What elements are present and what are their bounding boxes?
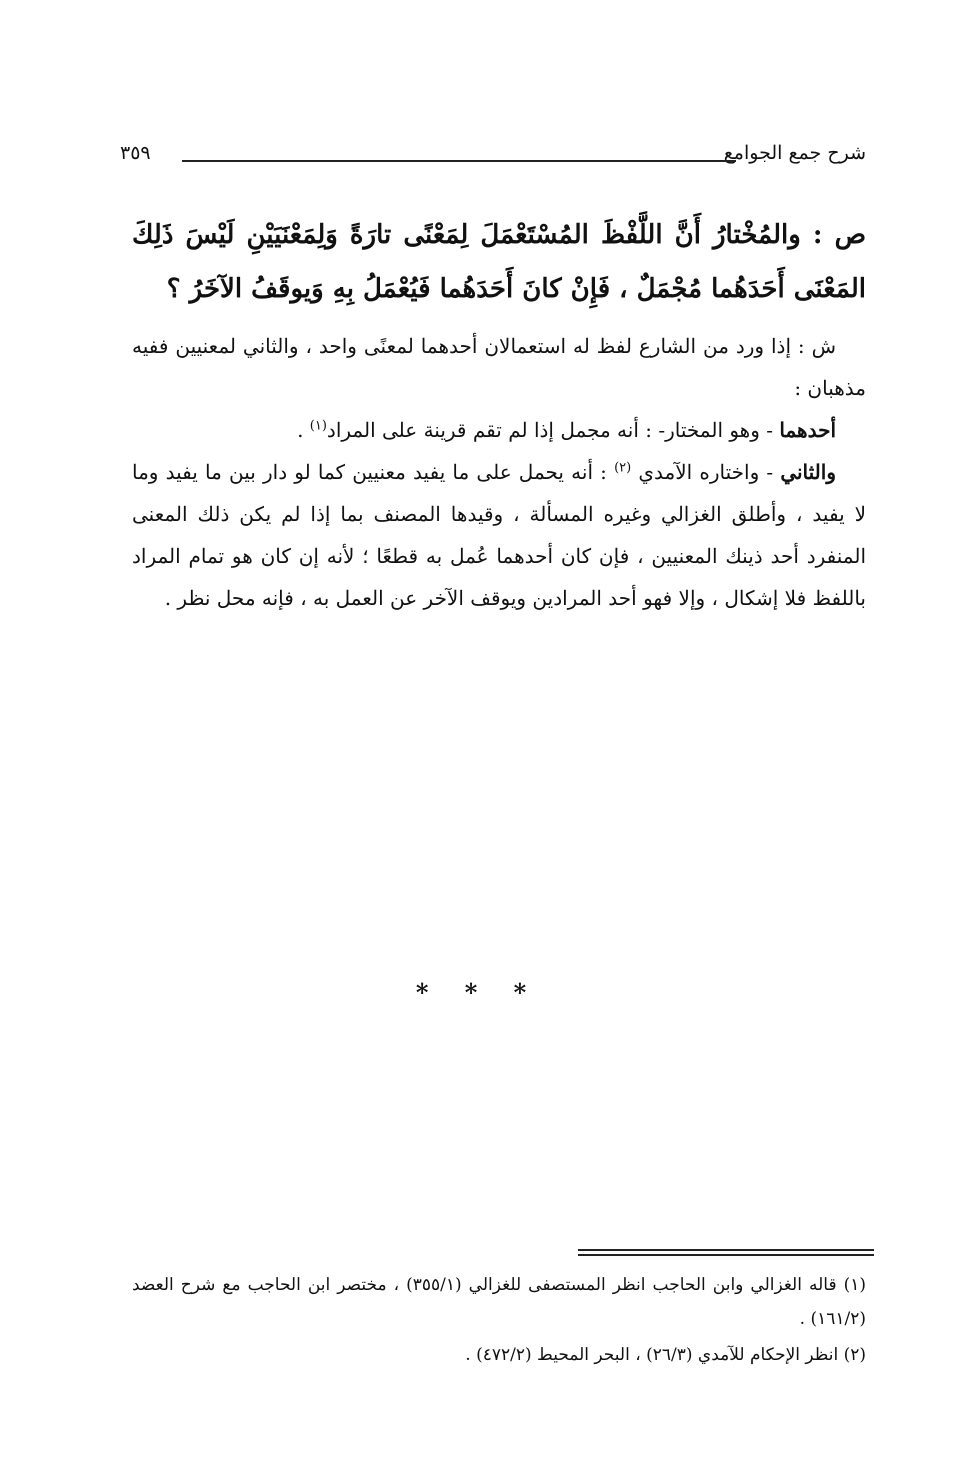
book-title: شرح جمع الجوامع (723, 142, 866, 164)
commentary-paragraph-3 (132, 451, 866, 619)
commentary-paragraph-1: ش : إذا ورد من الشارع لفظ له استعمالان أحدهما لمعنًى واحد ، والثاني لمعنيين ففيه مذهبان : (132, 334, 866, 400)
page-number: ٣٥٩ (120, 142, 151, 164)
footnote-1: (١) قاله الغزالي وابن الحاجب انظر المستصفى للغزالي (٣٥٥/١) ، مختصر ابن الحاجب مع شرح العضد (١٦١/٢) . (132, 1275, 866, 1329)
footnote-2: (٢) انظر الإحكام للآمدي (٢٦/٣) ، البحر المحيط (٤٧٢/٢) . (465, 1345, 866, 1365)
paragraph-text: - واختاره الآمدي (631, 460, 781, 484)
section-separator: * * * (415, 978, 541, 1007)
paragraph-lead: أحدهما (779, 418, 836, 442)
footnote-ref-2: (٢) (614, 460, 632, 476)
footnote-ref-1: (١) (309, 418, 327, 434)
header-rule (182, 160, 736, 162)
matn-text: ص : والمُخْتارُ أَنَّ اللَّفْظَ المُسْتَعْمَلَ لِمَعْنًى تارَةً وَلِمَعْنَيَيْنِ لَيْسَ ذَلِكَ المَعْنَى أَحَدَهُما مُجْمَلٌ ، فَإِنْ كانَ أَحَدَهُما فَيُعْمَلُ بِهِ وَيوقَفُ الآخَرُ ؟ (132, 220, 866, 304)
paragraph-text: : أنه يحمل على ما يفيد معنيين كما لو دار بين ما يفيد وما لا يفيد ، وأطلق الغزالي وغيره المسألة ، وقيدها المصنف بما إذا لم يكن ذلك المعنى المنفرد أحد ذينك المعنيين ، فإن كان أحدهما عُمل به قطعًا ؛ لأنه إن كان هو تمام المراد باللفظ فلا إشكال ، وإلا فهو أحد المرادين ويوقف الآخر عن العمل به ، فإنه محل نظر . (132, 460, 866, 610)
footnote-rule (578, 1249, 874, 1256)
paragraph-lead: والثاني (780, 460, 836, 484)
commentary-paragraph-2 (132, 409, 866, 451)
footnotes (132, 1268, 866, 1374)
commentary-body (132, 325, 866, 619)
paragraph-text: - وهو المختار- : أنه مجمل إذا لم تقم قرينة على المراد (326, 418, 780, 442)
paragraph-end: . (297, 418, 310, 442)
running-header (120, 138, 866, 174)
